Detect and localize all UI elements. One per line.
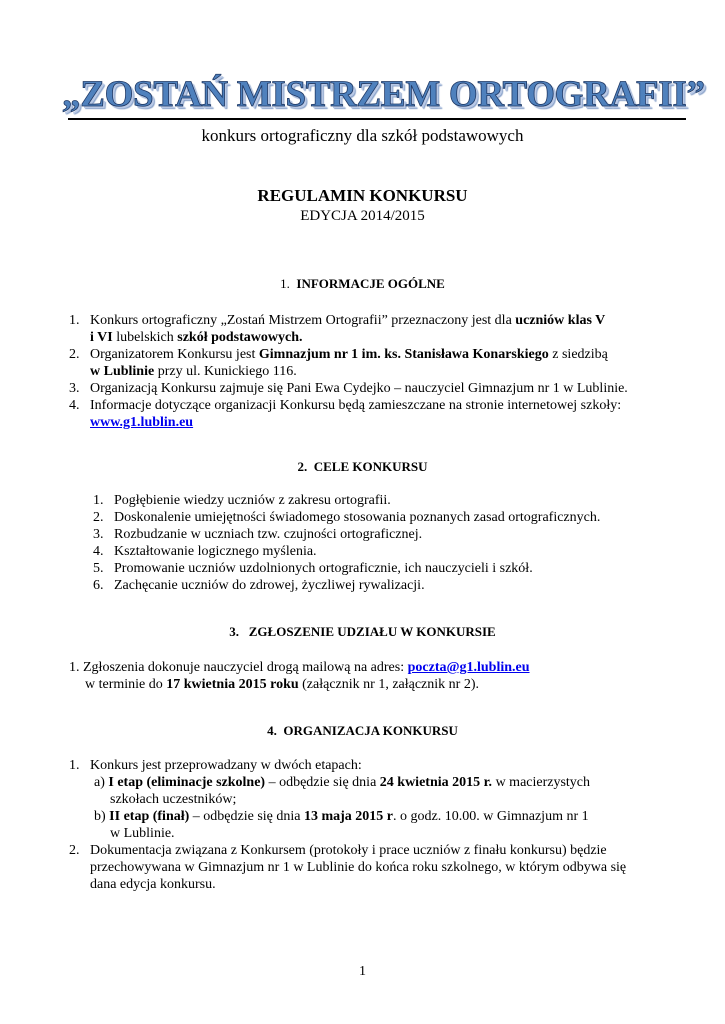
s4-item-1-text: Konkurs jest przeprowadzany w dwóch etapach: [90,758,362,773]
s3-line-1 [69,659,530,676]
s2-item-1-text: Pogłębienie wiedzy uczniów z zakresu ortografii. [114,493,391,508]
s4-stage-b-line-2: w Lublinie. [110,826,175,841]
s4-stage-a-name: I etap (eliminacje szkolne) [108,775,266,790]
s4-stage-a-text: – odbędzie się dnia [265,775,380,790]
s1-item-4-number: 4. [69,398,80,413]
s2-item-5-text: Promowanie uczniów uzdolnionych ortograficznie, ich nauczycieli i szkół. [114,561,533,576]
s4-stage-b-text: – odbędzie się dnia [189,809,304,824]
section-1-heading [0,276,725,292]
s4-stage-b-label: b) [94,809,110,824]
s4-stage-b-text-2: . o godz. 10.00. w Gimnazjum nr 1 [393,809,589,824]
s2-item-5-number: 5. [93,561,104,576]
s2-item-2-text: Doskonalenie umiejętności świadomego stosowania poznanych zasad ortograficznych. [114,510,601,525]
s4-stage-a-date: 24 kwietnia 2015 r. [379,775,493,790]
document-subtitle: konkurs ortograficzny dla szkół podstawowych [201,126,524,145]
section-3-number: 3. [229,624,240,639]
s1-item-4-line-2 [90,414,193,431]
s1-item-2-organizer: Gimnazjum nr 1 im. ks. Stanisława Konarskiego [258,347,549,362]
s1-item-2-number: 2. [69,347,80,362]
s1-item-2-line-2 [90,363,297,380]
s4-stage-a-text-2: w macierzystych [492,775,591,790]
regulations-heading: REGULAMIN KONKURSU [257,186,468,205]
school-website-link[interactable]: www.g1.lublin.eu [90,415,194,430]
s4-stage-a-line-1 [94,774,590,791]
section-3-title: ZGŁOSZENIE UDZIAŁU W KONKURSIE [248,624,496,639]
s2-item-4-number: 4. [93,544,104,559]
section-2-title: CELE KONKURSU [313,459,428,474]
s4-stage-b-name: II etap (finał) [109,809,190,824]
section-4-title: ORGANIZACJA KONKURSU [283,723,458,738]
s3-attachments: (załącznik nr 1, załącznik nr 2). [298,677,479,692]
section-2-number: 2. [297,459,308,474]
s3-text: 1. Zgłoszenia dokonuje nauczyciel drogą mailową na adres: [69,660,408,675]
section-4-heading [0,723,725,739]
edition-label: EDYCJA 2014/2015 [300,208,425,224]
s1-item-1-classes: i VI [90,330,113,345]
s2-item-1-number: 1. [93,493,104,508]
s2-item-6-text: Zachęcanie uczniów do zdrowej, życzliwej rywalizacji. [114,578,425,593]
s3-deadline-date: 17 kwietnia 2015 roku [166,677,299,692]
s4-stage-b-line-1 [94,808,589,825]
s1-item-1-text: Konkurs ortograficzny „Zostań Mistrzem Ortografii” przeznaczony jest dla [90,313,516,328]
s2-item-4-text: Kształtowanie logicznego myślenia. [114,544,317,559]
section-4-number: 4. [267,723,277,738]
s1-item-1-line-1 [90,312,605,329]
s1-item-1-text-2: lubelskich [112,330,178,345]
title-underline [68,118,686,120]
s1-item-2-text: Organizatorem Konkursu jest [90,347,259,362]
section-2-heading [0,459,725,475]
s2-item-3-number: 3. [93,527,104,542]
page-number: 1 [359,964,366,979]
s4-stage-a-line-2: szkołach uczestników; [110,792,237,807]
s1-item-1-schools: szkół podstawowych. [177,330,303,345]
s1-item-2-text-2: z siedzibą [548,347,608,362]
s1-item-3-text: Organizacją Konkursu zajmuje się Pani Ewa Cydejko – nauczyciel Gimnazjum nr 1 w Lublinie. [90,381,628,396]
s1-item-2-city: w Lublinie [90,364,155,379]
s1-item-4-text: Informacje dotyczące organizacji Konkursu będą zamieszczane na stronie internetowej szkoły: [90,398,622,413]
s4-stage-a-label: a) [94,775,109,790]
s1-item-1-bold: uczniów klas V [515,313,606,328]
section-3-heading [0,624,725,640]
s4-item-2-number: 2. [69,843,80,858]
s2-item-3-text: Rozbudzanie w uczniach tzw. czujności ortograficznej. [114,527,423,542]
s1-item-3-number: 3. [69,381,80,396]
s4-item-2-line-3: dana edycja konkursu. [90,877,216,892]
s4-stage-b-date: 13 maja 2015 r [303,809,394,824]
s2-item-6-number: 6. [93,578,104,593]
s2-item-2-number: 2. [93,510,104,525]
section-1-number: 1. [280,276,290,291]
s3-line-2 [85,676,479,693]
s4-item-2-line-2: przechowywana w Gimnazjum nr 1 w Lublinie do końca roku szkolnego, w którym odbywa się [90,860,627,875]
s4-item-2-line-1: Dokumentacja związana z Konkursem (protokoły i prace uczniów z finału konkursu) będzie [90,843,607,858]
contact-email-link[interactable]: poczta@g1.lublin.eu [407,660,530,675]
s4-item-1-number: 1. [69,758,80,773]
s1-item-1-number: 1. [69,313,80,328]
s1-item-2-line-1 [90,346,608,363]
section-1-title: INFORMACJE OGÓLNE [296,276,445,291]
s1-item-1-line-2 [90,329,303,346]
document-title: „ZOSTAŃ MISTRZEM ORTOGRAFII” [62,74,705,115]
s1-item-2-address: przy ul. Kunickiego 116. [154,364,297,379]
s3-deadline-text: w terminie do [85,677,167,692]
